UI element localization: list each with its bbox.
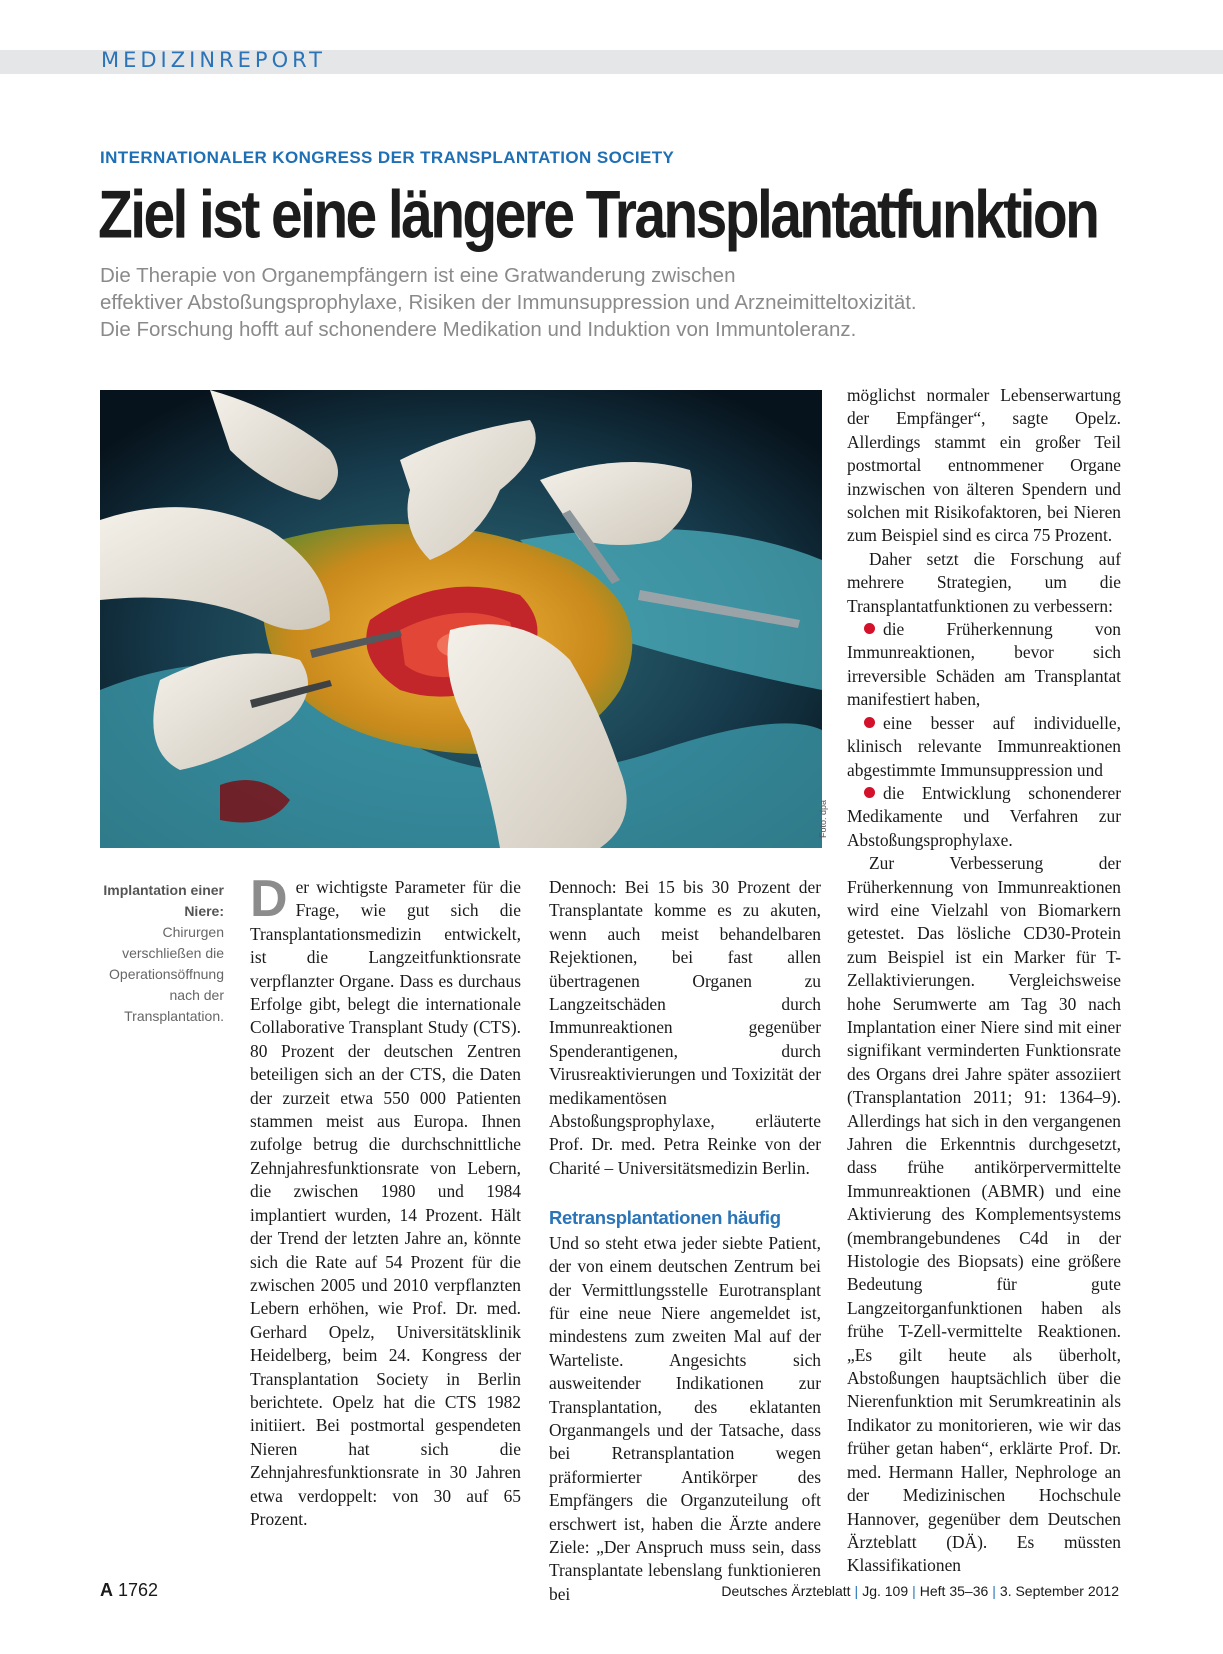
section-subheading: Retransplantationen häufig bbox=[549, 1207, 781, 1229]
bullet-item bbox=[847, 782, 1121, 852]
article-column-2 bbox=[549, 876, 821, 1606]
article-column-1 bbox=[250, 870, 521, 1531]
surgery-illustration bbox=[100, 390, 822, 848]
lead-line: effektiver Abstoßungsprophylaxe, Risiken der Immunsuppression und Arzneimitteltoxizität. bbox=[100, 291, 917, 314]
paragraph: möglichst normaler Lebenserwartung der Empfänger“, sagte Opelz. Allerdings stammt ein großer Teil postmortal entnommener Organe inzwischen von älteren Spendern und solchen mit Risikofaktoren, bei Nieren zum Beispiel sind es circa 75 Prozent. bbox=[847, 385, 1121, 546]
article-lead bbox=[100, 262, 1100, 343]
paragraph-text: er wichtigste Parameter für die Frage, wie gut sich die Transplantationsmedizin entwickelt, ist die Langzeitfunktionsrate verpflanzter Organe. Dass es durchaus Erfolge gibt, belegt die internationale Collaborative Transplant Study (CTS). 80 Prozent der deutschen Zentren beteiligen sich an der CTS, die Daten der zurzeit etwa 550 000 Patienten stammen meist aus Europa. Ihnen zufolge betrug die durchschnittliche Zehnjahresfunktionsrate von Lebern, die zwischen 1980 und 1984 implantiert wurden, 14 Prozent. Hält der Trend der letzten Jahre an, könnte sich die Rate auf 54 Prozent für die zwischen 2005 und 2010 verpflanzten Lebern erhöhen, wie Prof. Dr. med. Gerhard Opelz, Universitätsklinik Heidelberg, beim 24. Kongress der Transplantation Society in Berlin berichtete. Opelz hat die CTS 1982 initiiert. Bei postmortal gespendeten Nieren hat sich die Zehnjahresfunktionsrate in 30 Jahren etwa verdoppelt: von 30 auf 65 Prozent. bbox=[250, 877, 521, 1529]
page-number bbox=[100, 1580, 158, 1601]
paragraph: Dennoch: Bei 15 bis 30 Prozent der Transplantate komme es zu akuten, wenn auch meist behandelbaren Rejektionen, bei fast allen übertragenen Organen zu Langzeitschäden durch Immunreaktionen gegenüber Spenderantigenen, durch Virusreaktivierungen und Toxizität der medikamentösen Abstoßungsprophylaxe, erläuterte Prof. Dr. med. Petra Reinke von der Charité – Universitätsmedizin Berlin. bbox=[549, 877, 821, 1178]
article-column-3 bbox=[847, 384, 1121, 1578]
journal-issue: Heft 35–36 bbox=[919, 1583, 989, 1599]
photo-caption bbox=[100, 880, 224, 1027]
bullet-text: eine besser auf individuelle, klinisch relevante Immunreaktionen abgestimmte Immunsuppression und bbox=[847, 712, 1121, 780]
journal-volume: Jg. 109 bbox=[862, 1583, 909, 1599]
drop-cap: D bbox=[250, 870, 288, 928]
page-prefix: A bbox=[100, 1580, 113, 1600]
caption-text: Chirurgen verschließen die Operationsöffnung nach der Transplantation. bbox=[109, 924, 224, 1024]
bullet-item bbox=[847, 618, 1121, 712]
surgery-photo bbox=[100, 390, 822, 848]
bullet-item bbox=[847, 712, 1121, 782]
page-number-value: 1762 bbox=[118, 1580, 159, 1600]
paragraph: Zur Verbesserung der Früherkennung von Immunreaktionen wird eine Vielzahl von Biomarkern getestet. Das lösliche CD30-Protein zum Beispiel ist ein Marker für T-Zellaktivierungen. Vergleichsweise hohe Serumwerte am Tag 30 nach Implantation einer Niere sind mit einer signifikant verminderten Funktionsrate des Organs drei Jahre später assoziiert (Transplantation 2011; 91: 1364–9). Allerdings hat sich in den vergangenen Jahren die Erkenntnis durchgesetzt, dass frühe antikörpervermittelte Immunreaktionen (ABMR) und eine Aktivierung des Komplementsystems (membrangebundenes C4d in der Histologie des Biopsats) eine größere Bedeutung für gute Langzeitorganfunktionen haben als frühe T-Zell-vermittelte Reaktionen. „Es gilt heute als überholt, Abstoßungen hauptsächlich über die Nierenfunktion mit Serumkreatinin als Indikator zu monitorieren, wie wir das früher getan haben“, erklärte Prof. Dr. med. Hermann Haller, Nephrologe an der Medizinischen Hochschule Hannover, gegenüber dem Deutschen Ärzteblatt (DÄ). Es müssten Klassifikationen bbox=[847, 853, 1121, 1576]
bullet-text: die Entwicklung schonenderer Medikamente und Verfahren zur Abstoßungsprophylaxe. bbox=[847, 782, 1121, 850]
footer-separator: | bbox=[854, 1583, 859, 1599]
bullet-text: die Früherkennung von Immunreaktionen, bevor sich irreversible Schäden am Transplantat manifestiert haben, bbox=[847, 619, 1121, 710]
paragraph: Daher setzt die Forschung auf mehrere Strategien, um die Transplantatfunktionen zu verbessern: bbox=[847, 548, 1121, 616]
journal-name: Deutsches Ärzteblatt bbox=[721, 1583, 851, 1599]
lead-line: Die Therapie von Organempfängern ist eine Gratwanderung zwischen bbox=[100, 264, 736, 287]
bullet-dot-icon bbox=[864, 787, 875, 798]
caption-title: Implantation einer Niere: bbox=[103, 882, 224, 919]
article-kicker: INTERNATIONALER KONGRESS DER TRANSPLANTATION SOCIETY bbox=[100, 148, 675, 167]
paragraph: Und so steht etwa jeder siebte Patient, der von einem deutschen Zentrum bei der Vermittlungsstelle Eurotransplant für eine neue Niere angemeldet ist, mindestens zum zweiten Mal auf der Warteliste. Angesichts sich ausweitender Indikationen zur Transplantation, des eklatanten Organmangels und der Tatsache, dass bei Retransplantation wegen präformierter Antikörper des Empfängers die Organzuteilung oft erschwert ist, haben die Ärzte andere Ziele: „Der Anspruch muss sein, dass Transplantate lebenslang funktionieren bei bbox=[549, 1232, 821, 1604]
footer-separator: | bbox=[912, 1583, 916, 1599]
article-headline: Ziel ist eine längere Transplantatfunktion bbox=[98, 177, 1098, 253]
journal-footer bbox=[721, 1583, 1119, 1599]
photo-credit: Foto: dpa bbox=[818, 799, 828, 838]
section-label: MEDIZINREPORT bbox=[101, 48, 326, 72]
footer-separator: | bbox=[992, 1583, 996, 1599]
paragraph bbox=[250, 870, 521, 1531]
lead-line: Die Forschung hofft auf schonendere Medikation und Induktion von Immuntoleranz. bbox=[100, 318, 857, 341]
journal-date: 3. September 2012 bbox=[999, 1583, 1119, 1599]
bullet-dot-icon bbox=[864, 623, 875, 634]
bullet-dot-icon bbox=[864, 717, 875, 728]
